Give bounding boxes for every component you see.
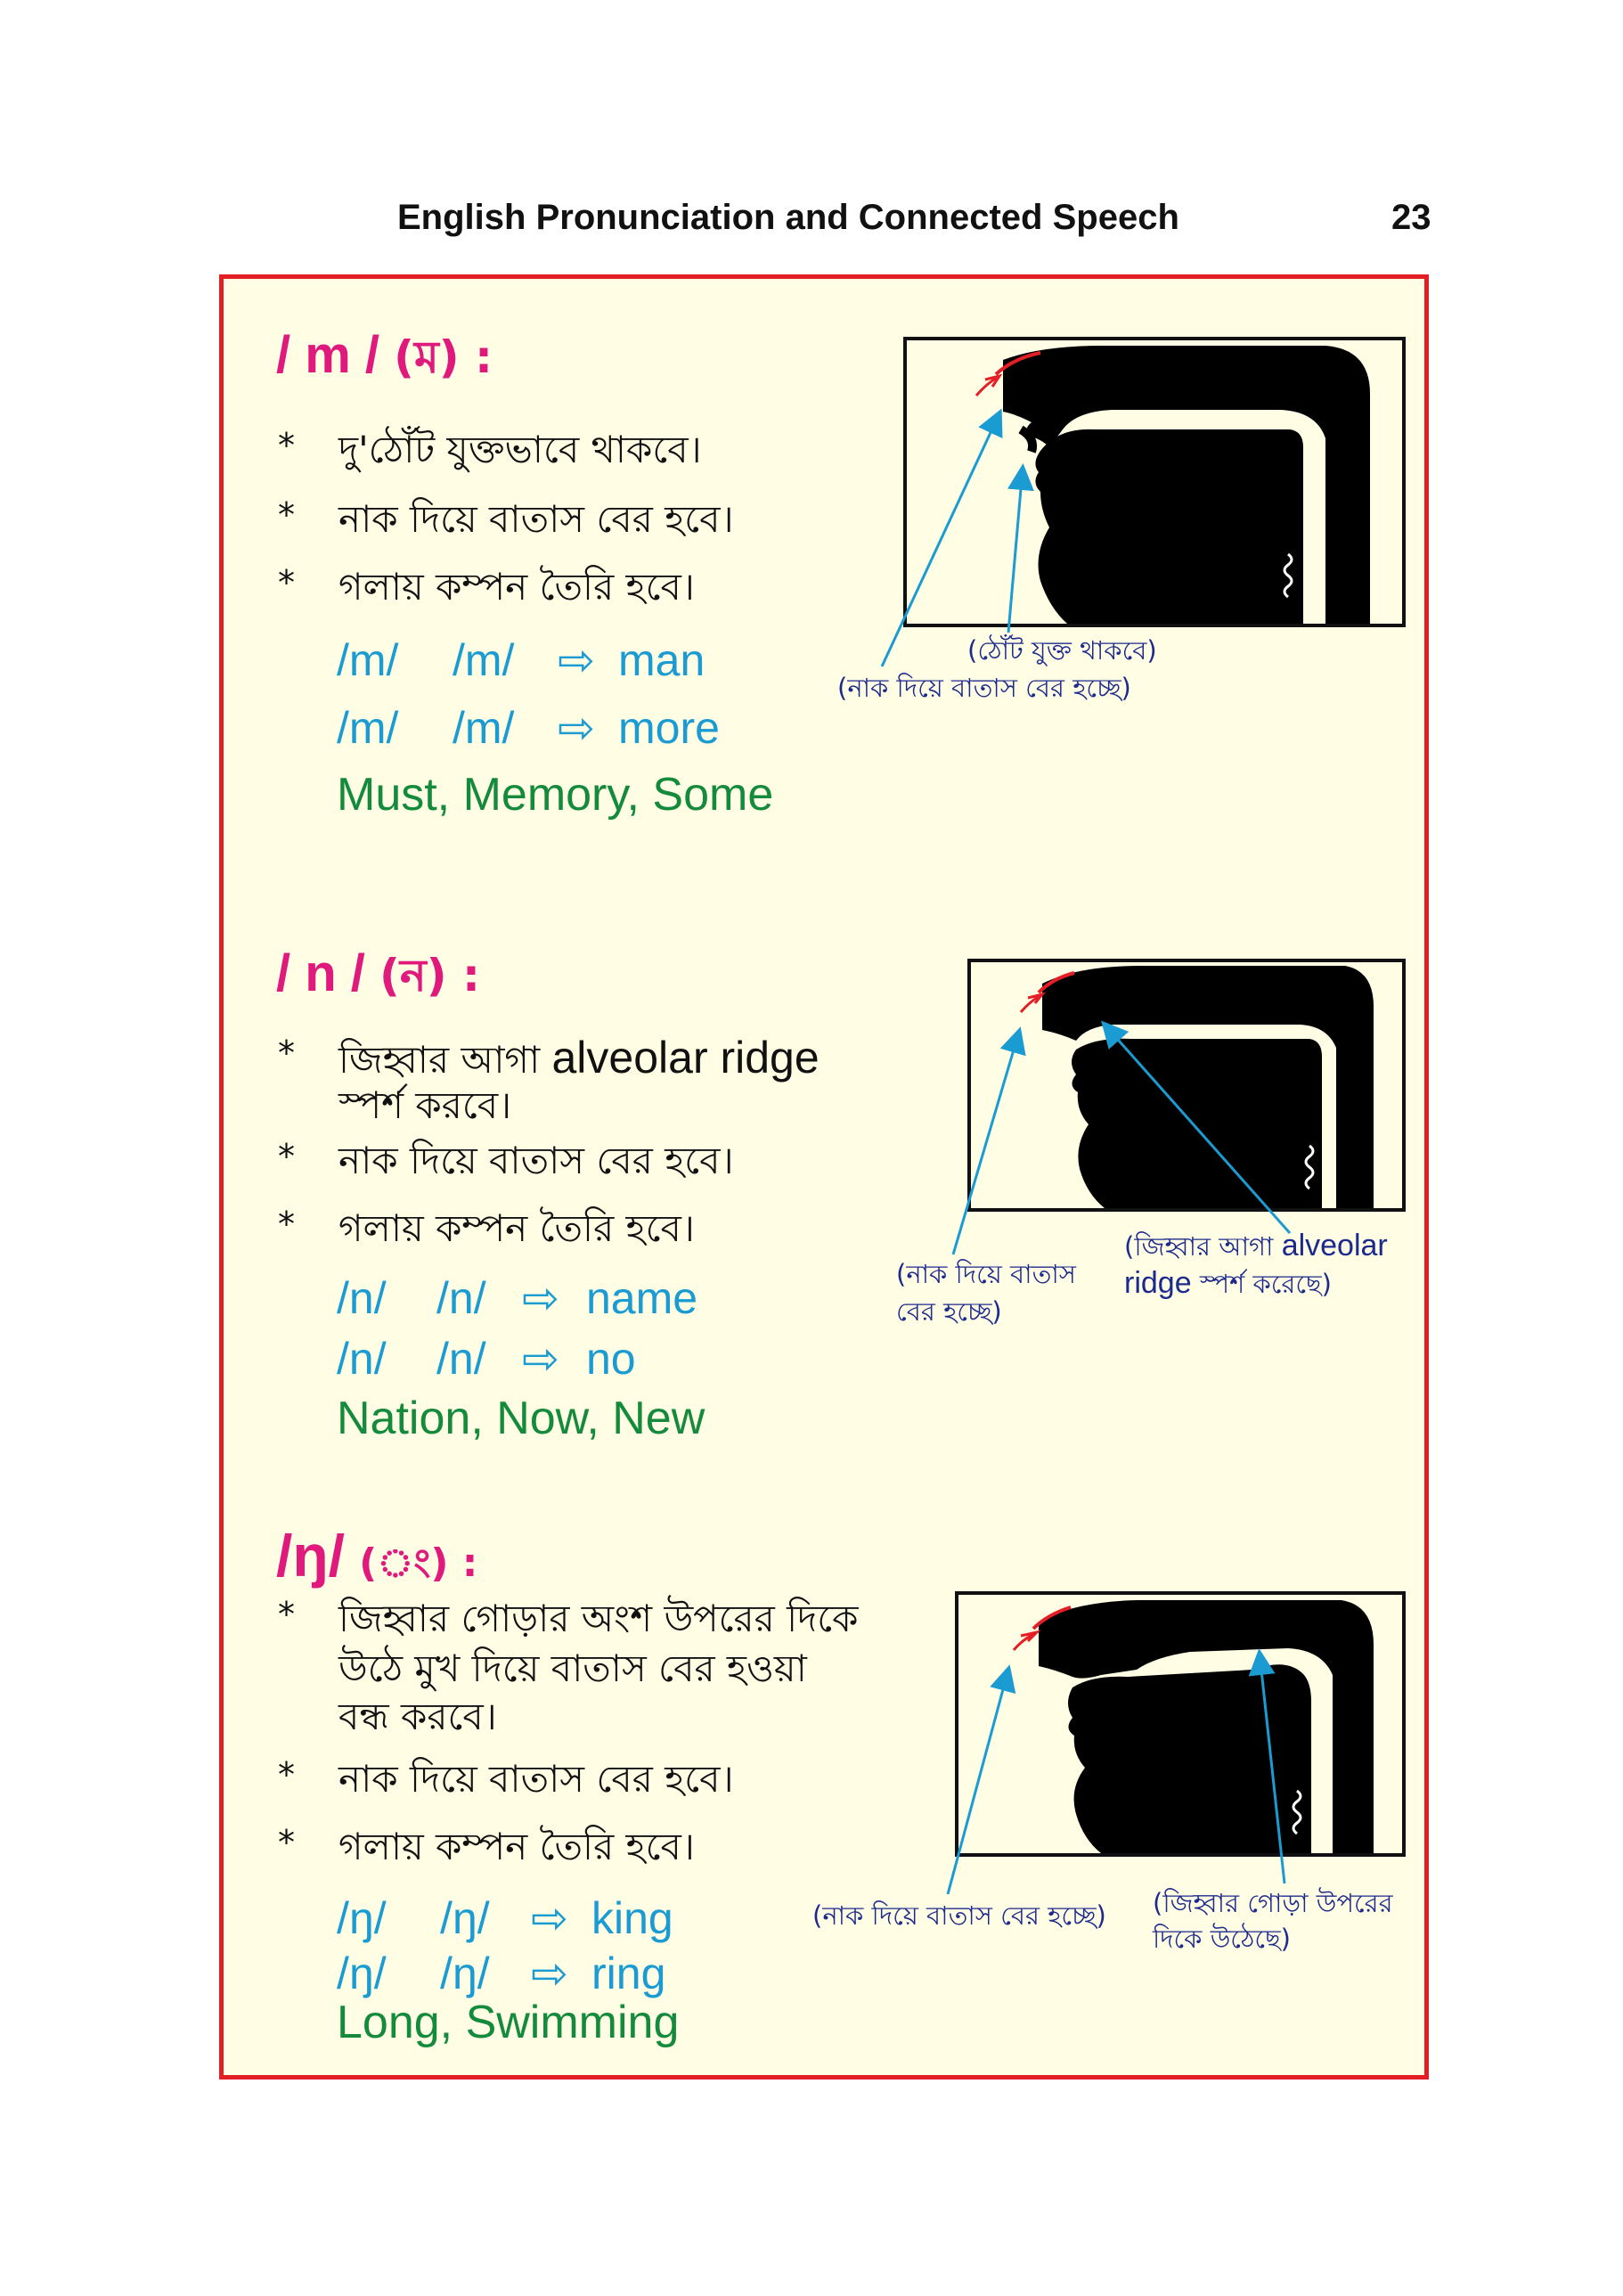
pointer-arrow (882, 413, 999, 666)
example-phoneme: /ŋ/ (440, 1893, 490, 1943)
arrow-icon: ⇨ (531, 1949, 568, 1998)
heading-ipa: / m / (276, 326, 380, 384)
example-words: Nation, Now, New (337, 1393, 705, 1444)
example-phoneme: /ŋ/ (337, 1949, 387, 1998)
diagram-caption: (নাক দিয়ে বাতাস বের হচ্ছে) (812, 1900, 1106, 1931)
bullet-text: গলায় কম্পন তৈরি হবে। (338, 565, 695, 609)
bullet-marker: * (278, 1755, 295, 1794)
heading-ipa: / n / (276, 944, 365, 1002)
example-phoneme: /n/ (436, 1334, 486, 1384)
example-word: name (586, 1273, 698, 1323)
example-phoneme: /n/ (337, 1334, 387, 1384)
caption-english: alveolar (1281, 1229, 1388, 1262)
bullet-marker: * (278, 426, 295, 465)
example-words: Long, Swimming (337, 1997, 680, 2048)
bullet-marker: * (278, 495, 295, 535)
heading-bangla: (ং) : (359, 1540, 478, 1586)
bullet-text: জিহ্বার গোড়ার অংশ উপরের দিকে (338, 1597, 859, 1640)
heading-ipa: /ŋ/ (276, 1523, 345, 1589)
bullet-text-bangla: জিহ্বার আগা (338, 1038, 541, 1082)
bullet-text: গলায় কম্পন তৈরি হবে। (338, 1825, 695, 1868)
bullet-text-english: alveolar ridge (551, 1033, 820, 1083)
example-word: ring (591, 1949, 666, 1998)
bullet-marker: * (278, 1595, 295, 1634)
pointer-arrow (948, 1670, 1008, 1894)
bullet-marker: * (278, 1034, 295, 1073)
arrow-icon: ⇨ (558, 703, 595, 753)
bullet-text-continued: উঠে মুখ দিয়ে বাতাস বের হওয়া (338, 1646, 807, 1690)
pointer-arrow (1105, 1025, 1290, 1233)
diagram-caption: (নাক দিয়ে বাতাস (896, 1259, 1076, 1289)
example-phoneme: /n/ (436, 1273, 486, 1323)
bullet-marker: * (278, 1823, 295, 1862)
diagram-caption: দিকে উঠেছে) (1153, 1924, 1291, 1954)
bullet-text-continued: বন্ধ করবে। (338, 1695, 497, 1738)
arrow-icon: ⇨ (531, 1893, 568, 1943)
bullet-text: দু'ঠোঁট যুক্তভাবে থাকবে। (338, 428, 702, 471)
pointer-arrow (953, 1032, 1019, 1254)
example-phoneme: /m/ (453, 703, 515, 753)
heading-bangla: (ন) : (379, 950, 480, 1001)
example-word: no (586, 1334, 636, 1384)
arrow-icon: ⇨ (522, 1334, 559, 1384)
bullet-text: গলায় কম্পন তৈরি হবে। (338, 1206, 695, 1250)
bullet-marker: * (278, 1205, 295, 1244)
diagram-caption: (ঠোঁট যুক্ত থাকবে) (967, 635, 1157, 666)
example-phoneme: /m/ (337, 635, 399, 685)
caption-english: ridge (1124, 1266, 1192, 1300)
caption-bangla: স্পর্শ করেছে) (1199, 1269, 1332, 1299)
example-phoneme: /ŋ/ (440, 1949, 490, 1998)
heading-bangla: (ম) : (394, 331, 493, 383)
bullet-text: নাক দিয়ে বাতাস বের হবে। (338, 497, 734, 541)
example-phoneme: /ŋ/ (337, 1893, 387, 1943)
pointer-arrow (1260, 1654, 1285, 1883)
bullet-text: নাক দিয়ে বাতাস বের হবে। (338, 1139, 734, 1182)
arrow-icon: ⇨ (522, 1273, 559, 1323)
arrow-icon: ⇨ (558, 635, 595, 685)
example-phoneme: /n/ (337, 1273, 387, 1323)
bullet-text: নাক দিয়ে বাতাস বের হবে। (338, 1757, 734, 1801)
example-phoneme: /m/ (453, 635, 515, 685)
pointer-arrow (1008, 469, 1023, 633)
example-word: king (591, 1893, 673, 1943)
running-title: English Pronunciation and Connected Speech (397, 198, 1179, 237)
example-word: more (618, 703, 720, 753)
bullet-text-continued: স্পর্শ করবে। (338, 1083, 512, 1127)
diagram-caption: (জিহ্বার গোড়া উপরের (1153, 1888, 1393, 1918)
caption-bangla: (জিহ্বার আগা (1124, 1231, 1274, 1262)
diagram-caption: বের হচ্ছে) (896, 1296, 1002, 1327)
example-phoneme: /m/ (337, 703, 399, 753)
example-words: Must, Memory, Some (337, 769, 774, 821)
diagram-caption: (নাক দিয়ে বাতাস বের হচ্ছে) (837, 673, 1131, 703)
bullet-marker: * (278, 1137, 295, 1176)
example-word: man (618, 635, 705, 685)
page-number: 23 (1391, 198, 1431, 237)
bullet-marker: * (278, 563, 295, 602)
